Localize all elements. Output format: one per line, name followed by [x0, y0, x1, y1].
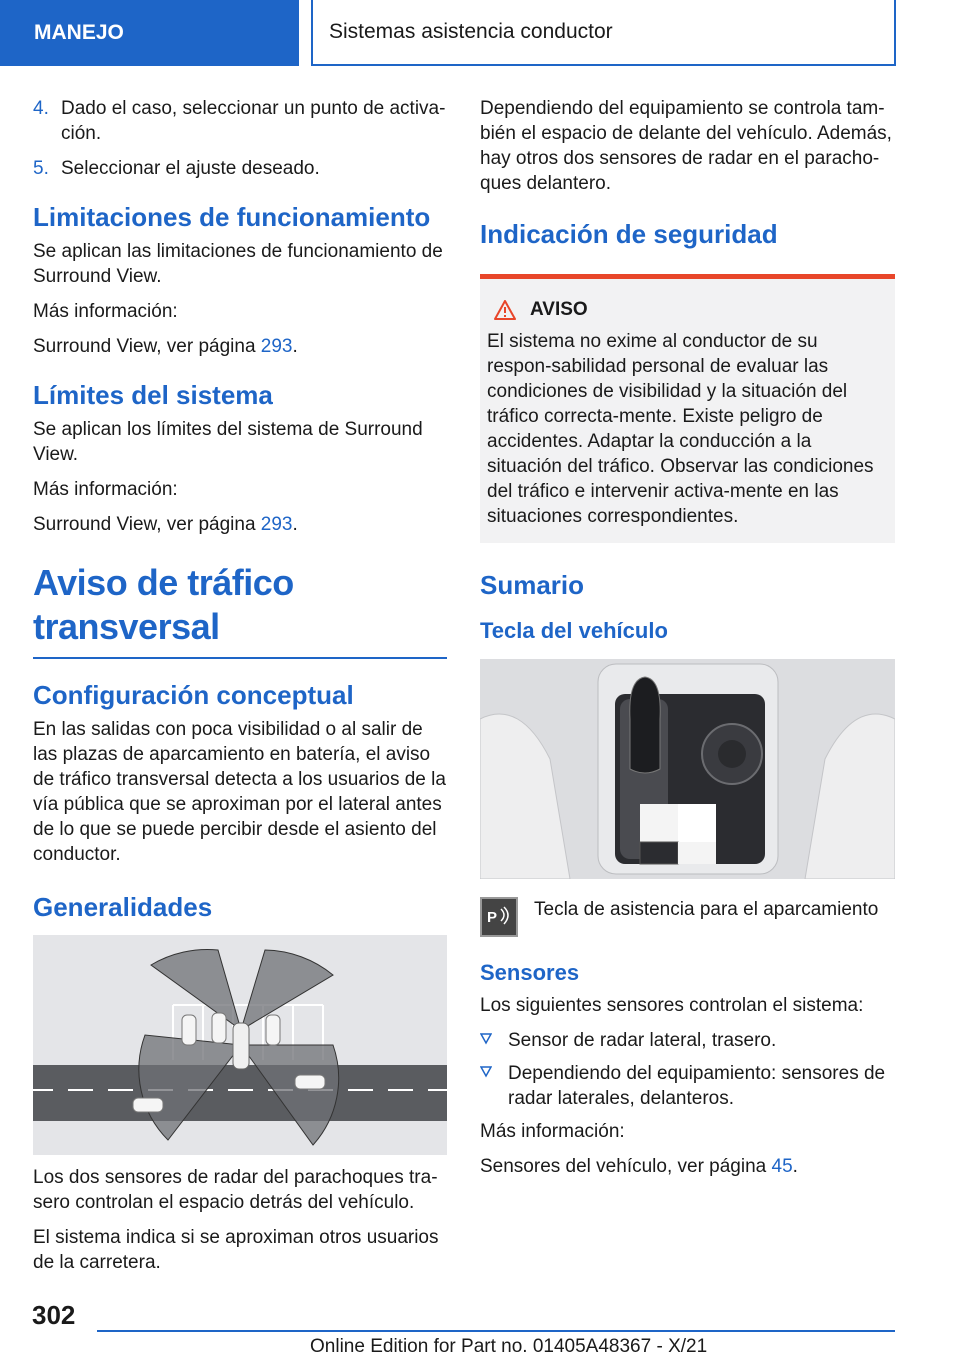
- sensor-list-text: Sensor de radar lateral, trasero.: [508, 1030, 777, 1051]
- general-text-2: El sistema indica si se aproximan otros usuarios de la carretera.: [33, 1227, 439, 1273]
- key-caption-row: [480, 897, 895, 937]
- step-number: 5.: [33, 158, 49, 179]
- sensors-text: Los siguientes sensores controlan el sistema:: [480, 995, 864, 1016]
- sensors-reference: [480, 1154, 895, 1179]
- general-text-1: Los dos sensores de radar del parachoques tra‐sero controlan el espacio detrás del vehículo.: [33, 1167, 438, 1213]
- warning-text: El sistema no exime al conductor de su respon‐sabilidad personal de evaluar las condiciones de visibilidad y la situación del tráfico correcta‐mente. Existe peligro de accidentes. Adaptar la conducción a la situación del tráfico. Observar las condiciones del tráfico e intervenir activa‐mente en las situaciones correspondientes.: [487, 331, 874, 527]
- system-limits-more: Más información:: [33, 479, 178, 500]
- page-link[interactable]: 45: [771, 1156, 793, 1177]
- concept-heading: Configuración conceptual: [33, 680, 354, 710]
- sensor-list-text: Dependiendo del equipamiento: sensores de radar laterales, delanteros.: [508, 1063, 886, 1109]
- page-link[interactable]: 293: [260, 514, 293, 535]
- page-number: 302: [32, 1300, 76, 1330]
- bullet-triangle-icon: [480, 1028, 508, 1053]
- page-link[interactable]: 293: [260, 336, 293, 357]
- sensors-more: Más información:: [480, 1121, 625, 1142]
- step-item: [33, 156, 447, 181]
- center-console-photo: [480, 659, 895, 879]
- warning-title: AVISO: [530, 299, 588, 320]
- limits-heading: Limitaciones de funcionamiento: [33, 202, 431, 232]
- sensor-list-item: [480, 1061, 895, 1111]
- limits-text: Se aplican las limitaciones de funcionamiento de Surround View.: [33, 241, 443, 287]
- system-limits-text: Se aplican los límites del sistema de Surround View.: [33, 419, 423, 465]
- limits-more: Más información:: [33, 301, 178, 322]
- system-limits-heading: Límites del sistema: [33, 380, 273, 410]
- warning-box: [480, 274, 895, 543]
- summary-heading: Sumario: [480, 570, 585, 600]
- header-chapter: [311, 0, 896, 66]
- right-column: [480, 96, 895, 1189]
- reference-text: Surround View, ver página: [33, 336, 261, 357]
- reference-end: .: [292, 514, 298, 535]
- key-heading: Tecla del vehículo: [480, 618, 668, 643]
- safety-heading: Indicación de seguridad: [480, 219, 778, 249]
- title-rule: [33, 657, 447, 659]
- step-item: [33, 96, 447, 146]
- header-chapter-label: Sistemas asistencia conductor: [329, 20, 613, 43]
- step-text: Dado el caso, seleccionar un punto de activa‐ción.: [61, 98, 446, 144]
- warning-title-row: [487, 299, 887, 321]
- reference-text: Sensores del vehículo, ver página: [480, 1156, 772, 1177]
- concept-text: En las salidas con poca visibilidad o al salir de las plazas de aparcamiento en batería, el aviso de tráfico transversal detecta a los usuarios de la vía pública que se aproximan por el lateral antes de lo que se puede percibir desde el asiento del conductor.: [33, 719, 446, 865]
- radar-zones-illustration: [33, 935, 447, 1155]
- bullet-triangle-icon: [480, 1061, 508, 1111]
- footer-rule: [97, 1330, 895, 1332]
- reference-end: .: [292, 336, 298, 357]
- center-console-svg: [480, 659, 895, 879]
- intro-text: Dependiendo del equipamiento se controla tam‐bién el espacio de delante del vehículo. Además, hay otros dos sensores de radar en el paracho‐ques delantero.: [480, 98, 892, 194]
- parking-assist-icon: [480, 897, 518, 937]
- sensors-heading: Sensores: [480, 960, 580, 985]
- reference-text: Surround View, ver página: [33, 514, 261, 535]
- svg-text:P: P: [487, 909, 498, 926]
- limits-reference: [33, 334, 447, 359]
- main-title: Aviso de tráfico transversal: [33, 562, 294, 647]
- key-caption: Tecla de asistencia para el aparcamiento: [534, 899, 879, 920]
- step-number: 4.: [33, 98, 49, 119]
- general-heading: Generalidades: [33, 892, 213, 922]
- radar-zones-svg: [33, 935, 447, 1155]
- warning-triangle-icon: [494, 300, 516, 320]
- header-section: [0, 0, 299, 66]
- step-text: Seleccionar el ajuste deseado.: [61, 158, 320, 179]
- footer-edition: Online Edition for Part no. 01405A48367 - X/21: [310, 1336, 708, 1357]
- sensor-list-item: [480, 1028, 895, 1053]
- header-section-label: MANEJO: [34, 21, 124, 44]
- left-column: [33, 96, 447, 1285]
- reference-end: .: [792, 1156, 798, 1177]
- system-limits-reference: [33, 512, 447, 537]
